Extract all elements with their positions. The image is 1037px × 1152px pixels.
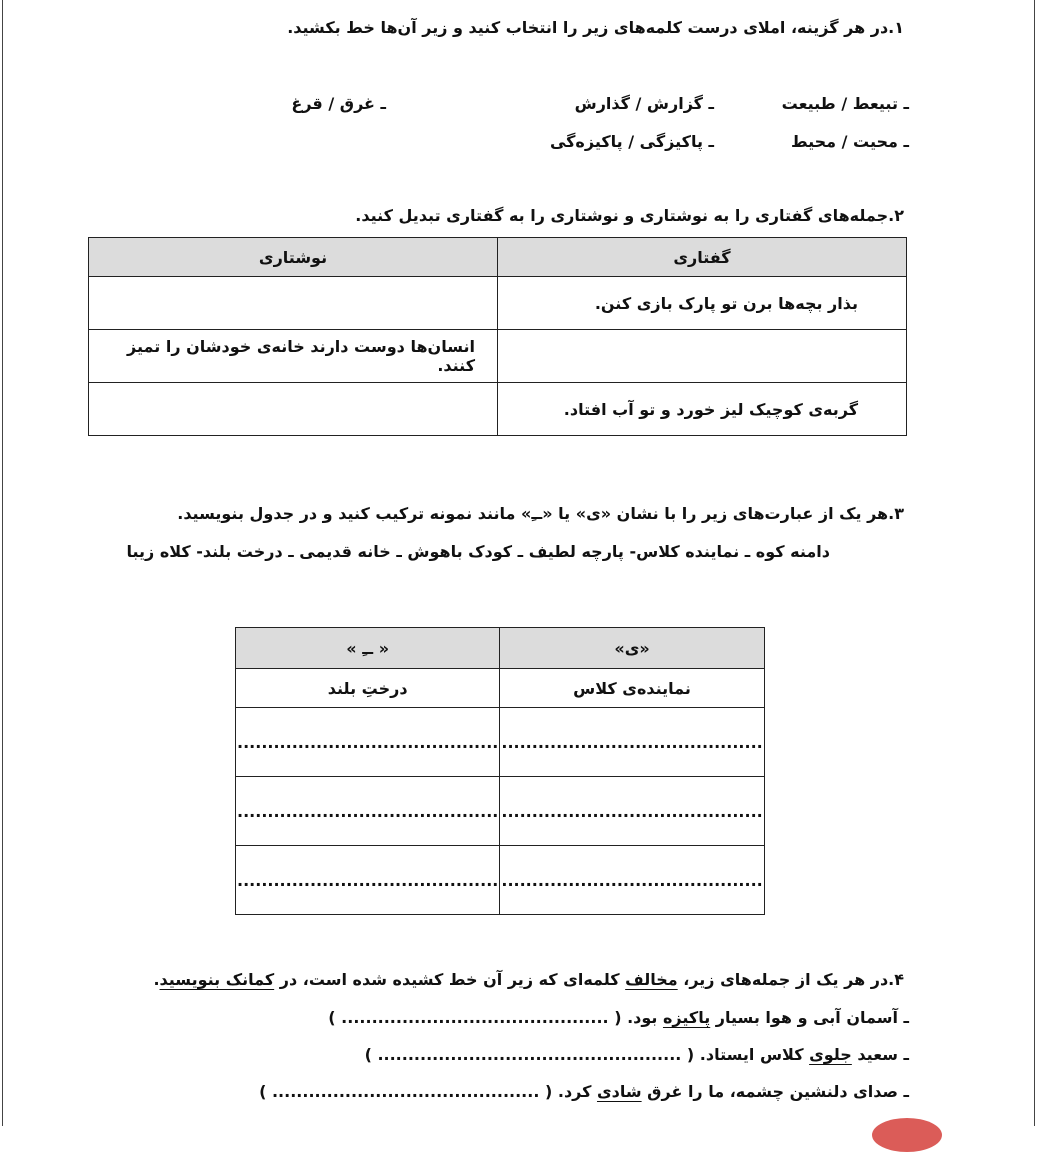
header-ye: «ی» (500, 628, 764, 669)
red-stamp-edge (872, 1118, 942, 1152)
q1-option-1: ـ تبیعط / طبیعت (781, 94, 909, 113)
title-underlined-opposite: مخالف (625, 970, 678, 989)
table-cell: انسان‌ها دوست دارند خانه‌ی خودشان را تمیز کنند. (89, 330, 498, 383)
title-underlined-instruction: کمانک بنویسید (159, 970, 275, 989)
table-row (89, 277, 907, 330)
header-spoken: گفتاری (498, 238, 907, 277)
table-cell: گربه‌ی کوچیک لیز خورد و تو آب افتاد. (498, 383, 907, 436)
answer-cell (498, 330, 907, 383)
example-ye: نماینده‌ی کلاس (500, 669, 764, 708)
sentence-text: ـ سعید (851, 1045, 909, 1064)
blank-cell: ........................................... (236, 777, 500, 846)
q3-phrase-list: دامنه کوه ـ نماینده کلاس- پارچه لطیف ـ کودک باهوش ـ خانه قدیمی ـ درخت بلند- کلاه زیبا (126, 542, 830, 561)
table-row (89, 383, 907, 436)
question-1-title: ۱.در هر گزینه، املای درست کلمه‌های زیر را انتخاب کنید و زیر آن‌ها خط بکشید. (287, 18, 904, 37)
table-row (89, 330, 907, 383)
blank-cell: ........................................... (236, 708, 500, 777)
q1-option-4: ـ محیت / محیط (790, 132, 909, 151)
sentence-text: ـ صدای دلنشین چشمه، ما را غرق (641, 1082, 909, 1101)
header-written: نوشتاری (89, 238, 498, 277)
sentence-blank: کلاس ایستاد. ( .................................................. ) (364, 1045, 810, 1064)
table-row (236, 846, 765, 915)
conversion-table (88, 237, 907, 436)
question-4-title (153, 970, 904, 989)
underlined-word: شادی (596, 1082, 642, 1101)
table-row (236, 708, 765, 777)
header-kasre: « ــِ » (236, 628, 500, 669)
q4-sentence-3 (259, 1082, 909, 1101)
answer-cell (89, 277, 498, 330)
title-text: ۴.در هر یک از جمله‌های زیر، (677, 970, 904, 989)
answer-cell (89, 383, 498, 436)
question-2-title: ۲.جمله‌های گفتاری را به نوشتاری و نوشتاری را به گفتاری تبدیل کنید. (355, 206, 904, 225)
example-kasre: درختِ بلند (236, 669, 500, 708)
question-3-title: ۳.هر یک از عبارت‌های زیر را با نشان «ی» یا «ــِ» مانند نمونه ترکیب کنید و در جدول بنویسید. (177, 504, 904, 523)
combination-table (235, 627, 765, 915)
underlined-word: پاکیزه (662, 1008, 711, 1027)
blank-cell: ........................................... (500, 708, 764, 777)
page-border-right (1034, 0, 1035, 1126)
table-row (236, 777, 765, 846)
sentence-blank: کرد. ( ............................................ ) (259, 1082, 597, 1101)
sentence-blank: بود. ( ............................................ ) (328, 1008, 663, 1027)
page-border-left (2, 0, 3, 1126)
q1-option-2: ـ گزارش / گذارش (574, 94, 714, 113)
blank-cell: ........................................... (500, 777, 764, 846)
blank-cell: ........................................... (236, 846, 500, 915)
title-text: . (153, 970, 160, 989)
q1-option-3: ـ غرق / قرغ (291, 94, 386, 113)
blank-cell: ........................................... (500, 846, 764, 915)
q4-sentence-1 (328, 1008, 909, 1027)
sentence-text: ـ آسمان آبی و هوا بسیار (710, 1008, 909, 1027)
table-row (236, 669, 765, 708)
table-cell: بذار بچه‌ها برن تو پارک بازی کنن. (498, 277, 907, 330)
underlined-word: جلوی (809, 1045, 852, 1064)
q1-option-5: ـ پاکیزگی / پاکیزه‌گی (549, 132, 714, 151)
title-text: کلمه‌ای که زیر آن خط کشیده شده است، در (274, 970, 626, 989)
q4-sentence-2 (365, 1045, 909, 1064)
